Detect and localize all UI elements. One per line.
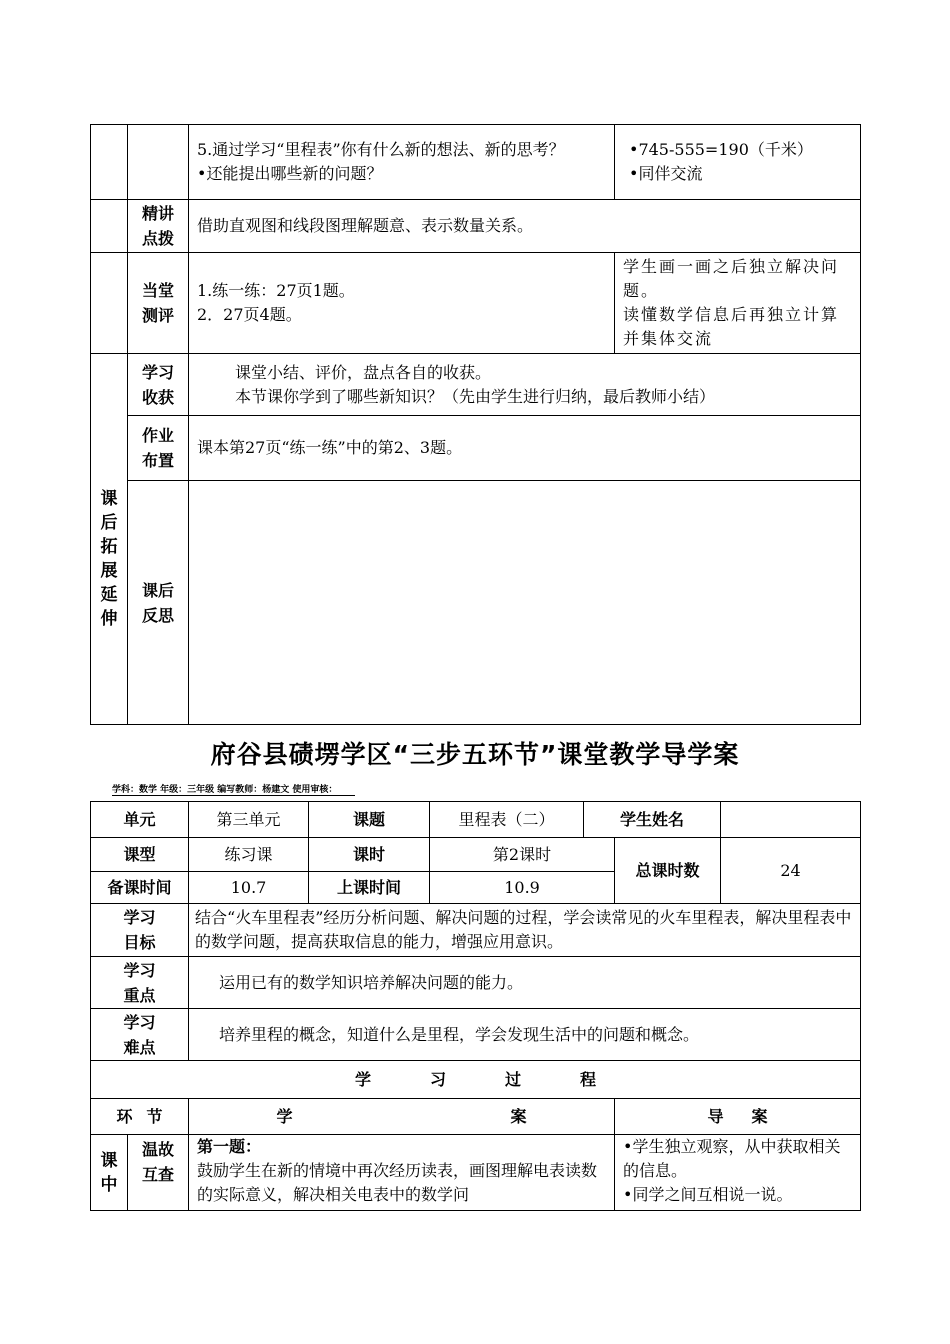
class-time-label: 上课时间 <box>309 872 430 904</box>
type-label: 课型 <box>91 838 189 872</box>
unit-value: 第三单元 <box>189 802 309 838</box>
section-cell-empty <box>91 253 128 354</box>
total-hours-label: 总课时数 <box>615 838 721 904</box>
total-hours-value: 24 <box>721 838 861 904</box>
process-heading-char: 学 <box>355 1069 372 1089</box>
ceping-guide <box>615 253 861 354</box>
study-cell <box>189 125 615 200</box>
period-label: 课时 <box>309 838 430 872</box>
class-time-value: 10.9 <box>430 872 615 904</box>
guide-exchange: •同伴交流 <box>629 164 703 183</box>
goal-text: 结合“火车里程表”经历分析问题、解决问题的过程，学会读常见的火车里程表，解决里程表中的数学问题，提高获取信息的能力，增强应用意识。 <box>189 904 861 957</box>
label-zuoye: 作业布置 <box>128 416 189 481</box>
type-value: 练习课 <box>189 838 309 872</box>
lesson-table-continued <box>90 124 861 725</box>
col-header-char: 节 <box>146 1106 163 1126</box>
prep-time-label: 备课时间 <box>91 872 189 904</box>
col-header-guide <box>615 1099 861 1135</box>
goal-label: 学习目标 <box>91 904 189 957</box>
fansi-text <box>189 481 861 725</box>
focus-label: 学习重点 <box>91 957 189 1009</box>
ceping-guide-2: 读懂数学信息后再独立计算并集体交流 <box>623 305 840 348</box>
review-label: 温故互查 <box>128 1135 189 1211</box>
difficulty-label: 学习难点 <box>91 1009 189 1061</box>
process-heading-char: 习 <box>430 1069 447 1089</box>
guide-cell <box>615 125 861 200</box>
question-text: 5.通过学习“里程表”你有什么新的想法、新的思考？ <box>197 140 565 159</box>
question-bullet: •还能提出哪些新的问题？ <box>197 164 383 183</box>
section-cell-empty <box>91 125 128 200</box>
label-shouhuo: 学习收获 <box>128 354 189 416</box>
review-title: 第一题： <box>197 1137 262 1156</box>
process-heading-char: 程 <box>580 1069 597 1089</box>
zuoye-text: 课本第27页“练一练”中的第2、3题。 <box>189 416 861 481</box>
shouhuo-line-2: 本节课你学到了哪些新知识？（先由学生进行归纳，最后教师小结） <box>235 386 716 406</box>
col-header-stage <box>91 1099 189 1135</box>
ceping-text <box>189 253 615 354</box>
col-header-char: 案 <box>751 1106 768 1126</box>
label-cell-empty <box>128 125 189 200</box>
section-label-text: 课后拓展延伸 <box>100 489 118 629</box>
process-heading-char: 过 <box>505 1069 522 1089</box>
topic-value: 里程表（二） <box>430 802 584 838</box>
label-jingjiang: 精讲点拨 <box>128 200 189 253</box>
shouhuo-text <box>189 354 861 416</box>
unit-label: 单元 <box>91 802 189 838</box>
difficulty-text: 培养里程的概念，知道什么是里程，学会发现生活中的问题和概念。 <box>189 1009 861 1061</box>
lesson-plan-table <box>90 801 861 1211</box>
col-header-char: 导 <box>707 1106 724 1126</box>
topic-label: 课题 <box>309 802 430 838</box>
col-header-char: 案 <box>510 1106 527 1126</box>
review-text: 鼓励学生在新的情境中再次经历读表，画图理解电表读数的实际意义，解决相关电表中的数学问 <box>197 1161 598 1204</box>
review-text-cell <box>189 1135 615 1211</box>
col-header-char: 环 <box>116 1106 133 1126</box>
process-heading <box>91 1061 861 1099</box>
student-name-label: 学生姓名 <box>584 802 721 838</box>
col-header-char: 学 <box>276 1106 293 1126</box>
ceping-guide-1: 学生画一画之后独立解决问题。 <box>623 257 840 300</box>
document-title: 府谷县碛塄学区“三步五环节”课堂教学导学案 <box>210 740 740 769</box>
guide-calc: •745-555=190（千米） <box>629 140 813 159</box>
section-label-kezhong <box>91 1135 128 1211</box>
period-value: 第2课时 <box>430 838 615 872</box>
review-guide-1: •学生独立观察，从中获取相关的信息。 <box>623 1137 841 1180</box>
ceping-item-1: 1.练一练：27页1题。 <box>197 281 355 300</box>
student-name-value <box>721 802 861 838</box>
col-header-study <box>189 1099 615 1135</box>
review-guide-cell <box>615 1135 861 1211</box>
section-label-kezhong-text: 课中 <box>100 1150 118 1195</box>
prep-time-value: 10.7 <box>189 872 309 904</box>
jingjiang-text: 借助直观图和线段图理解题意、表示数量关系。 <box>189 200 861 253</box>
label-fansi: 课后反思 <box>128 481 189 725</box>
review-guide-2: •同学之间互相说一说。 <box>623 1185 793 1204</box>
shouhuo-line-1: 课堂小结、评价，盘点各自的收获。 <box>235 362 492 382</box>
label-ceping: 当堂测评 <box>128 253 189 354</box>
ceping-item-2: 2．27页4题。 <box>197 305 302 324</box>
section-cell-empty <box>91 200 128 253</box>
section-label-kehou <box>91 354 128 725</box>
meta-line: 学科：数学 年级：三年级 编写教师：杨建文 使用审核： <box>112 782 355 796</box>
focus-text: 运用已有的数学知识培养解决问题的能力。 <box>189 957 861 1009</box>
